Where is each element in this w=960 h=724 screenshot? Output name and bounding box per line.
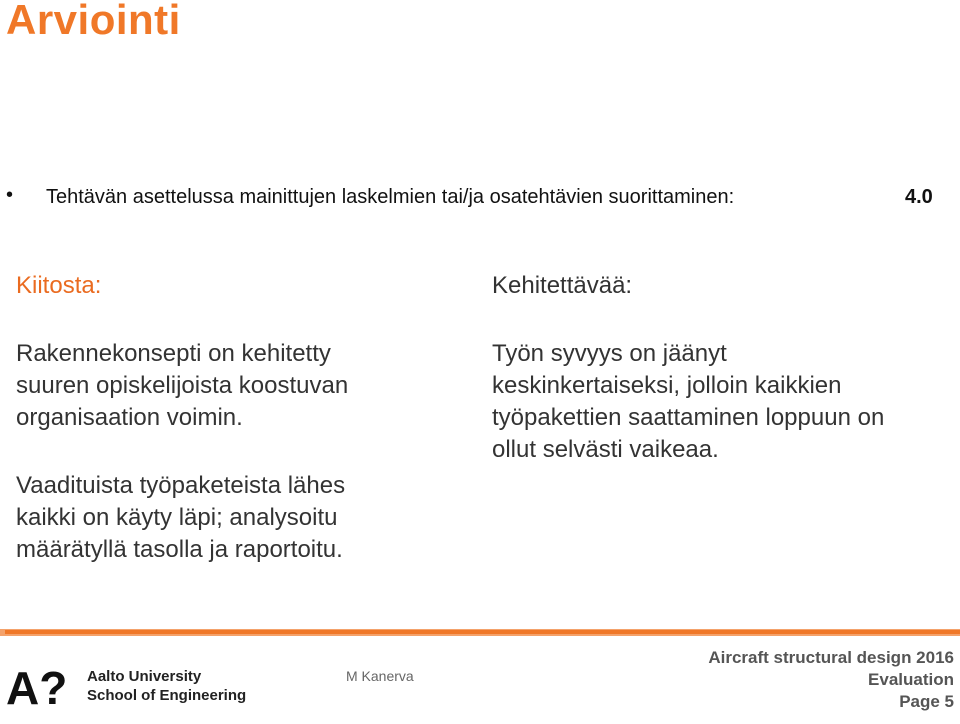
improvement-paragraph [492, 338, 884, 466]
praise-paragraph-1 [16, 338, 348, 434]
text-line: organisaation voimin. [16, 404, 243, 431]
university-name [87, 667, 246, 705]
section-name: Evaluation [868, 670, 954, 689]
text-line: Työn syvyys on jäänyt [492, 340, 727, 367]
improvement-heading: Kehitettävää: [492, 272, 633, 299]
text-line: suuren opiskelijoista koostuvan [16, 372, 349, 399]
university-line-2: School of Engineering [87, 687, 247, 704]
praise-heading: Kiitosta: [16, 272, 102, 299]
bullet-text: Tehtävän asettelussa mainittujen laskelmien tai/ja osatehtävien suorittaminen: [46, 186, 735, 208]
university-line-1: Aalto University [87, 668, 202, 685]
aalto-logo-icon [6, 666, 72, 708]
logo-text: A? [6, 666, 68, 708]
text-line: kaikki on käyty läpi; analysoitu [16, 504, 338, 531]
footer-info [708, 647, 954, 713]
text-line: keskinkertaiseksi, jolloin kaikkien [492, 372, 842, 399]
bullet-item [0, 180, 960, 216]
page-title: Arviointi [6, 0, 181, 43]
text-line: määrätyllä tasolla ja raportoitu. [16, 536, 343, 563]
text-line: Vaadituista työpaketeista lähes [16, 472, 346, 499]
author-name: M Kanerva [346, 668, 414, 684]
score-value: 4.0 [905, 186, 933, 208]
course-name: Aircraft structural design 2016 [708, 648, 954, 667]
text-line: työpakettien saattaminen loppuun on [492, 404, 885, 431]
praise-paragraph-2 [16, 470, 345, 566]
footer-divider-accent [5, 630, 960, 634]
page-number: Page 5 [899, 692, 954, 711]
text-line: Rakennekonsepti on kehitetty [16, 340, 331, 367]
text-line: ollut selvästi vaikeaa. [492, 436, 719, 463]
bullet-icon: • [6, 184, 14, 206]
